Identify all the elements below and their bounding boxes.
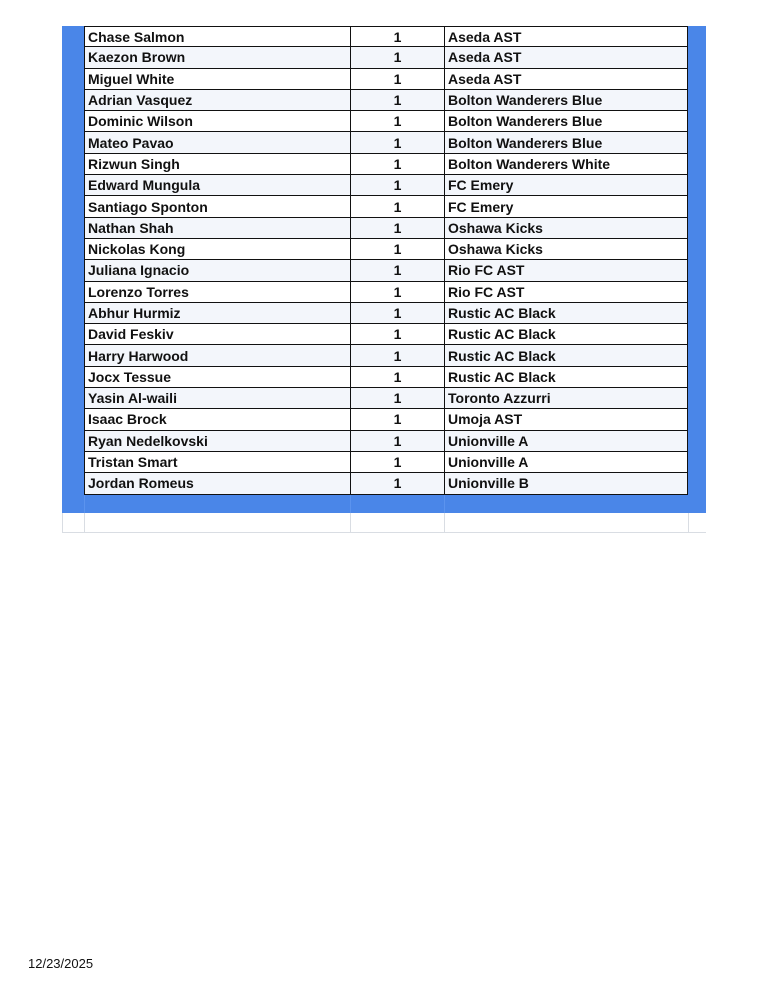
count-cell[interactable]: 1 [350, 282, 444, 303]
row-selection-edge-left [62, 196, 84, 217]
table-row [62, 324, 706, 345]
table-row [62, 260, 706, 281]
table-row [62, 90, 706, 111]
team-name-cell[interactable]: Rio FC AST [444, 282, 688, 303]
table-row [62, 132, 706, 153]
team-name-cell[interactable]: FC Emery [444, 196, 688, 217]
spreadsheet-table [62, 26, 706, 533]
table-row [62, 196, 706, 217]
player-name-cell[interactable]: Dominic Wilson [84, 111, 350, 132]
player-name-cell[interactable]: Kaezon Brown [84, 47, 350, 68]
row-selection-edge-right [688, 175, 706, 196]
count-cell[interactable]: 1 [350, 452, 444, 473]
player-name-cell[interactable]: Jocx Tessue [84, 367, 350, 388]
row-selection-edge-left [62, 26, 84, 47]
row-selection-edge-left [62, 409, 84, 430]
row-selection-edge-right [688, 409, 706, 430]
count-cell[interactable]: 1 [350, 90, 444, 111]
row-selection-edge-right [688, 260, 706, 281]
count-cell[interactable]: 1 [350, 409, 444, 430]
count-cell[interactable]: 1 [350, 47, 444, 68]
count-cell[interactable]: 1 [350, 260, 444, 281]
row-selection-edge-right [688, 196, 706, 217]
table-row [62, 388, 706, 409]
table-row [62, 239, 706, 260]
team-name-cell[interactable]: Bolton Wanderers Blue [444, 111, 688, 132]
count-cell[interactable]: 1 [350, 303, 444, 324]
player-name-cell[interactable]: David Feskiv [84, 324, 350, 345]
count-cell[interactable]: 1 [350, 324, 444, 345]
table-row [62, 431, 706, 452]
team-name-cell[interactable]: Rustic AC Black [444, 345, 688, 366]
team-name-cell[interactable]: Rustic AC Black [444, 367, 688, 388]
table-row [62, 303, 706, 324]
row-selection-edge-left [62, 367, 84, 388]
row-selection-edge-left [62, 388, 84, 409]
row-selection-edge-right [688, 239, 706, 260]
count-cell[interactable]: 1 [350, 431, 444, 452]
print-date: 12/23/2025 [28, 956, 94, 971]
row-selection-edge-left [62, 218, 84, 239]
row-selection-edge-right [688, 47, 706, 68]
count-cell[interactable]: 1 [350, 473, 444, 494]
player-name-cell[interactable]: Nathan Shah [84, 218, 350, 239]
row-selection-edge-left [62, 132, 84, 153]
team-name-cell[interactable]: Oshawa Kicks [444, 218, 688, 239]
team-name-cell[interactable]: FC Emery [444, 175, 688, 196]
row-selection-edge-left [62, 473, 84, 494]
count-cell[interactable]: 1 [350, 345, 444, 366]
row-selection-edge-right [688, 111, 706, 132]
row-selection-edge-left [62, 260, 84, 281]
row-selection-edge-right [688, 367, 706, 388]
team-name-cell[interactable]: Bolton Wanderers Blue [444, 132, 688, 153]
row-selection-edge-right [688, 69, 706, 90]
team-name-cell[interactable]: Oshawa Kicks [444, 239, 688, 260]
table-row [62, 175, 706, 196]
player-name-cell[interactable]: Yasin Al-waili [84, 388, 350, 409]
row-selection-edge-left [62, 175, 84, 196]
row-selection-edge-left [62, 282, 84, 303]
row-selection-edge-right [688, 132, 706, 153]
row-selection-edge-right [688, 90, 706, 111]
player-name-cell[interactable]: Abhur Hurmiz [84, 303, 350, 324]
player-name-cell[interactable]: Tristan Smart [84, 452, 350, 473]
row-selection-edge-left [62, 431, 84, 452]
team-name-cell[interactable]: Rustic AC Black [444, 303, 688, 324]
player-name-cell[interactable]: Nickolas Kong [84, 239, 350, 260]
row-selection-edge-right [688, 345, 706, 366]
count-cell[interactable]: 1 [350, 239, 444, 260]
row-selection-edge-right [688, 282, 706, 303]
player-name-cell[interactable]: Rizwun Singh [84, 154, 350, 175]
table-row [62, 111, 706, 132]
count-cell[interactable]: 1 [350, 388, 444, 409]
row-selection-edge-left [62, 90, 84, 111]
player-name-cell[interactable]: Santiago Sponton [84, 196, 350, 217]
player-name-cell[interactable]: Adrian Vasquez [84, 90, 350, 111]
count-cell[interactable]: 1 [350, 367, 444, 388]
count-cell[interactable]: 1 [350, 154, 444, 175]
team-name-cell[interactable]: Bolton Wanderers White [444, 154, 688, 175]
team-name-cell[interactable]: Toronto Azzurri [444, 388, 688, 409]
count-cell[interactable]: 1 [350, 132, 444, 153]
table-row [62, 69, 706, 90]
table-row [62, 409, 706, 430]
table-row [62, 218, 706, 239]
player-name-cell[interactable]: Ryan Nedelkovski [84, 431, 350, 452]
team-name-cell[interactable]: Unionville A [444, 452, 688, 473]
row-selection-edge-left [62, 111, 84, 132]
row-selection-edge-right [688, 154, 706, 175]
table-row [62, 154, 706, 175]
row-selection-edge-left [62, 345, 84, 366]
team-name-cell[interactable]: Unionville B [444, 473, 688, 494]
count-cell[interactable]: 1 [350, 175, 444, 196]
team-name-cell[interactable]: Bolton Wanderers Blue [444, 90, 688, 111]
empty-row[interactable] [62, 513, 706, 533]
row-selection-edge-right [688, 218, 706, 239]
team-name-cell[interactable]: Umoja AST [444, 409, 688, 430]
table-row [62, 345, 706, 366]
team-name-cell[interactable]: Aseda AST [444, 69, 688, 90]
row-selection-edge-left [62, 154, 84, 175]
count-cell[interactable]: 1 [350, 196, 444, 217]
team-name-cell[interactable]: Rustic AC Black [444, 324, 688, 345]
team-name-cell[interactable]: Unionville A [444, 431, 688, 452]
table-row [62, 26, 706, 47]
row-selection-edge-left [62, 324, 84, 345]
row-selection-edge-right [688, 452, 706, 473]
row-selection-edge-left [62, 47, 84, 68]
player-name-cell[interactable]: Harry Harwood [84, 345, 350, 366]
row-selection-edge-right [688, 26, 706, 47]
team-name-cell[interactable]: Rio FC AST [444, 260, 688, 281]
player-name-cell[interactable]: Mateo Pavao [84, 132, 350, 153]
team-name-cell[interactable]: Aseda AST [444, 47, 688, 68]
row-selection-edge-right [688, 388, 706, 409]
player-name-cell[interactable]: Lorenzo Torres [84, 282, 350, 303]
row-selection-edge-left [62, 239, 84, 260]
row-selection-edge-right [688, 431, 706, 452]
row-selection-edge-right [688, 473, 706, 494]
count-cell[interactable]: 1 [350, 26, 444, 47]
count-cell[interactable]: 1 [350, 69, 444, 90]
team-name-cell[interactable]: Aseda AST [444, 26, 688, 47]
player-name-cell[interactable]: Juliana Ignacio [84, 260, 350, 281]
player-name-cell[interactable]: Isaac Brock [84, 409, 350, 430]
player-name-cell[interactable]: Edward Mungula [84, 175, 350, 196]
count-cell[interactable]: 1 [350, 111, 444, 132]
row-selection-edge-right [688, 303, 706, 324]
selected-empty-row[interactable] [62, 495, 706, 513]
table-row [62, 452, 706, 473]
table-row [62, 282, 706, 303]
row-selection-edge-right [688, 324, 706, 345]
table-row [62, 473, 706, 494]
table-row [62, 367, 706, 388]
row-selection-edge-left [62, 303, 84, 324]
table-row [62, 47, 706, 68]
player-name-cell[interactable]: Chase Salmon [84, 26, 350, 47]
row-selection-edge-left [62, 69, 84, 90]
player-name-cell[interactable]: Jordan Romeus [84, 473, 350, 494]
row-selection-edge-left [62, 452, 84, 473]
player-name-cell[interactable]: Miguel White [84, 69, 350, 90]
count-cell[interactable]: 1 [350, 218, 444, 239]
